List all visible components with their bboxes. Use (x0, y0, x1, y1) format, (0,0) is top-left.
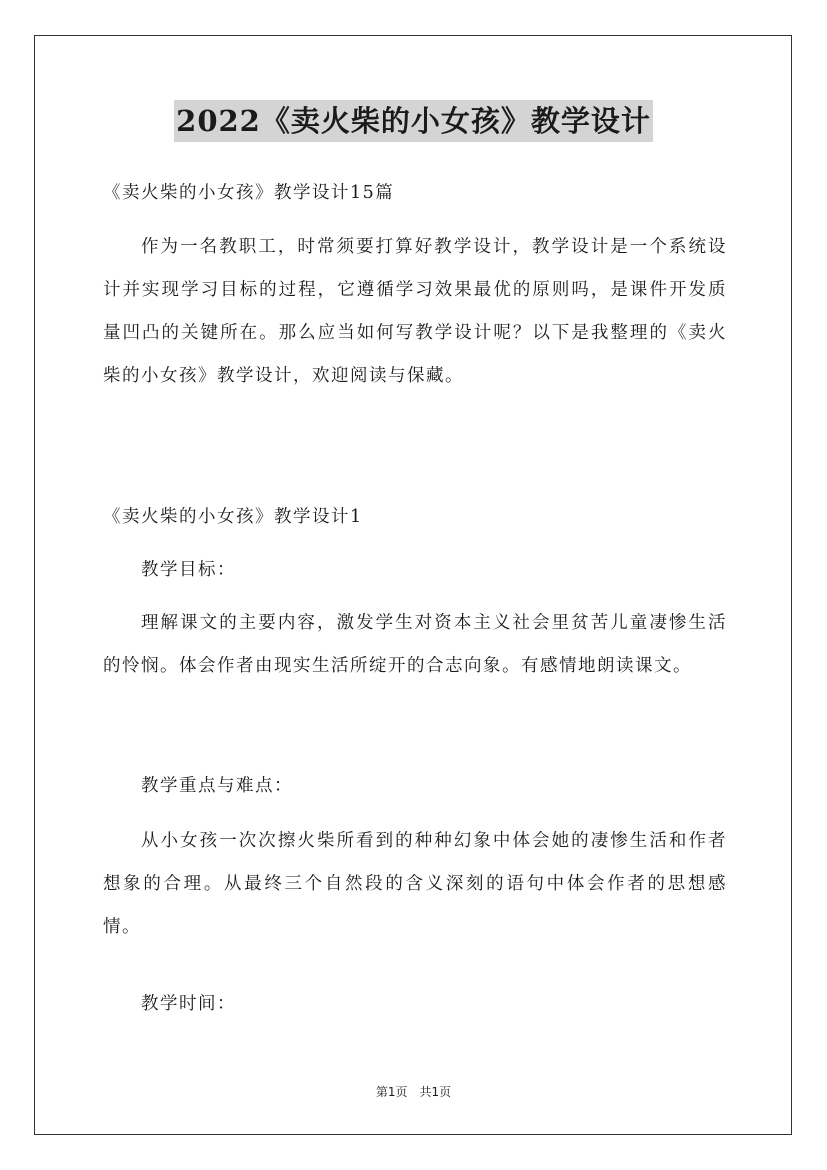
focus-label: 教学重点与难点： (141, 776, 293, 796)
title-container (0, 100, 827, 142)
page-footer: 第1页 共1页 (375, 1085, 452, 1099)
focus-paragraph: 从小女孩一次次擦火柴所看到的种种幻象中体会她的凄惨生活和作者想象的合理。从最终三个自然段的含义深刻的语句中体会作者的思想感情。 (103, 831, 727, 937)
section-heading: 《卖火柴的小女孩》教学设计1 (103, 507, 363, 527)
intro-paragraph: 作为一名教职工，时常须要打算好教学设计，教学设计是一个系统设计并实现学习目标的过程，它遵循学习效果最优的原则吗，是课件开发质量凹凸的关键所在。那么应当如何写教学设计呢？以下是我整理的《卖火柴的小女孩》教学设计，欢迎阅读与保藏。 (103, 237, 727, 386)
goal-paragraph: 理解课文的主要内容，激发学生对资本主义社会里贫苦儿童凄惨生活的怜悯。体会作者由现实生活所绽开的合志向象。有感情地朗读课文。 (103, 613, 727, 676)
document-subtitle: 《卖火柴的小女孩》教学设计15篇 (103, 183, 395, 203)
document-title: 2022《卖火柴的小女孩》教学设计 (174, 100, 653, 142)
goal-label: 教学目标： (141, 560, 236, 580)
time-label: 教学时间： (141, 994, 236, 1014)
